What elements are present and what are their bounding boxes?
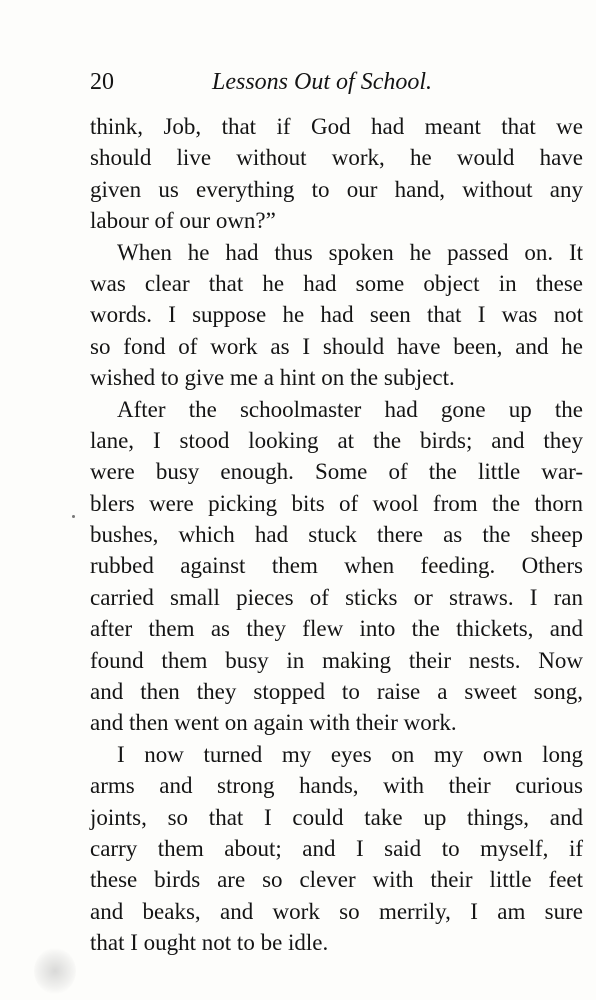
body-text bbox=[90, 111, 583, 959]
text-line: After the schoolmaster had gone up the bbox=[117, 396, 583, 422]
text-line: bushes, which had stuck there as the sheep bbox=[90, 522, 583, 548]
page-header bbox=[90, 64, 580, 100]
paragraph bbox=[90, 394, 583, 739]
text-line: carry them about; and I said to myself, if bbox=[90, 835, 583, 861]
text-line: I now turned my eyes on my own long bbox=[117, 741, 583, 767]
text-line: blers were picking bits of wool from the thorn bbox=[90, 490, 583, 516]
paper-smudge bbox=[34, 948, 76, 994]
paper-speck bbox=[72, 515, 75, 518]
page-number: 20 bbox=[90, 69, 114, 95]
text-line: and then they stopped to raise a sweet song, bbox=[90, 679, 583, 705]
text-line: When he had thus spoken he passed on. It bbox=[117, 239, 583, 265]
text-line: joints, so that I could take up things, and bbox=[90, 804, 583, 830]
text-line: these birds are so clever with their little feet bbox=[90, 867, 583, 893]
text-line: after them as they flew into the thickets, and bbox=[90, 616, 583, 642]
text-line: was clear that he had some object in these bbox=[90, 270, 583, 296]
text-line: rubbed against them when feeding. Others bbox=[90, 553, 583, 579]
text-line: arms and strong hands, with their curious bbox=[90, 773, 583, 799]
text-line: labour of our own?” bbox=[90, 208, 276, 234]
running-title: Lessons Out of School. bbox=[212, 69, 433, 95]
paragraph bbox=[90, 111, 583, 237]
text-line: should live without work, he would have bbox=[90, 145, 583, 171]
text-line: found them busy in making their nests. Now bbox=[90, 647, 583, 673]
text-line: and beaks, and work so merrily, I am sure bbox=[90, 898, 583, 924]
text-line: so fond of work as I should have been, and he bbox=[90, 333, 583, 359]
text-line: were busy enough. Some of the little war- bbox=[90, 459, 583, 485]
text-line: words. I suppose he had seen that I was not bbox=[90, 302, 583, 328]
text-line: think, Job, that if God had meant that we bbox=[90, 114, 583, 139]
text-line: given us everything to our hand, without any bbox=[90, 176, 583, 202]
text-line: carried small pieces of sticks or straws. I ran bbox=[90, 584, 583, 610]
text-line: lane, I stood looking at the birds; and they bbox=[90, 427, 583, 453]
paragraph bbox=[90, 739, 583, 959]
text-line: and then went on again with their work. bbox=[90, 710, 457, 736]
paragraph bbox=[90, 237, 583, 394]
text-line: wished to give me a hint on the subject. bbox=[90, 365, 455, 391]
text-line: that I ought not to be idle. bbox=[90, 930, 329, 956]
